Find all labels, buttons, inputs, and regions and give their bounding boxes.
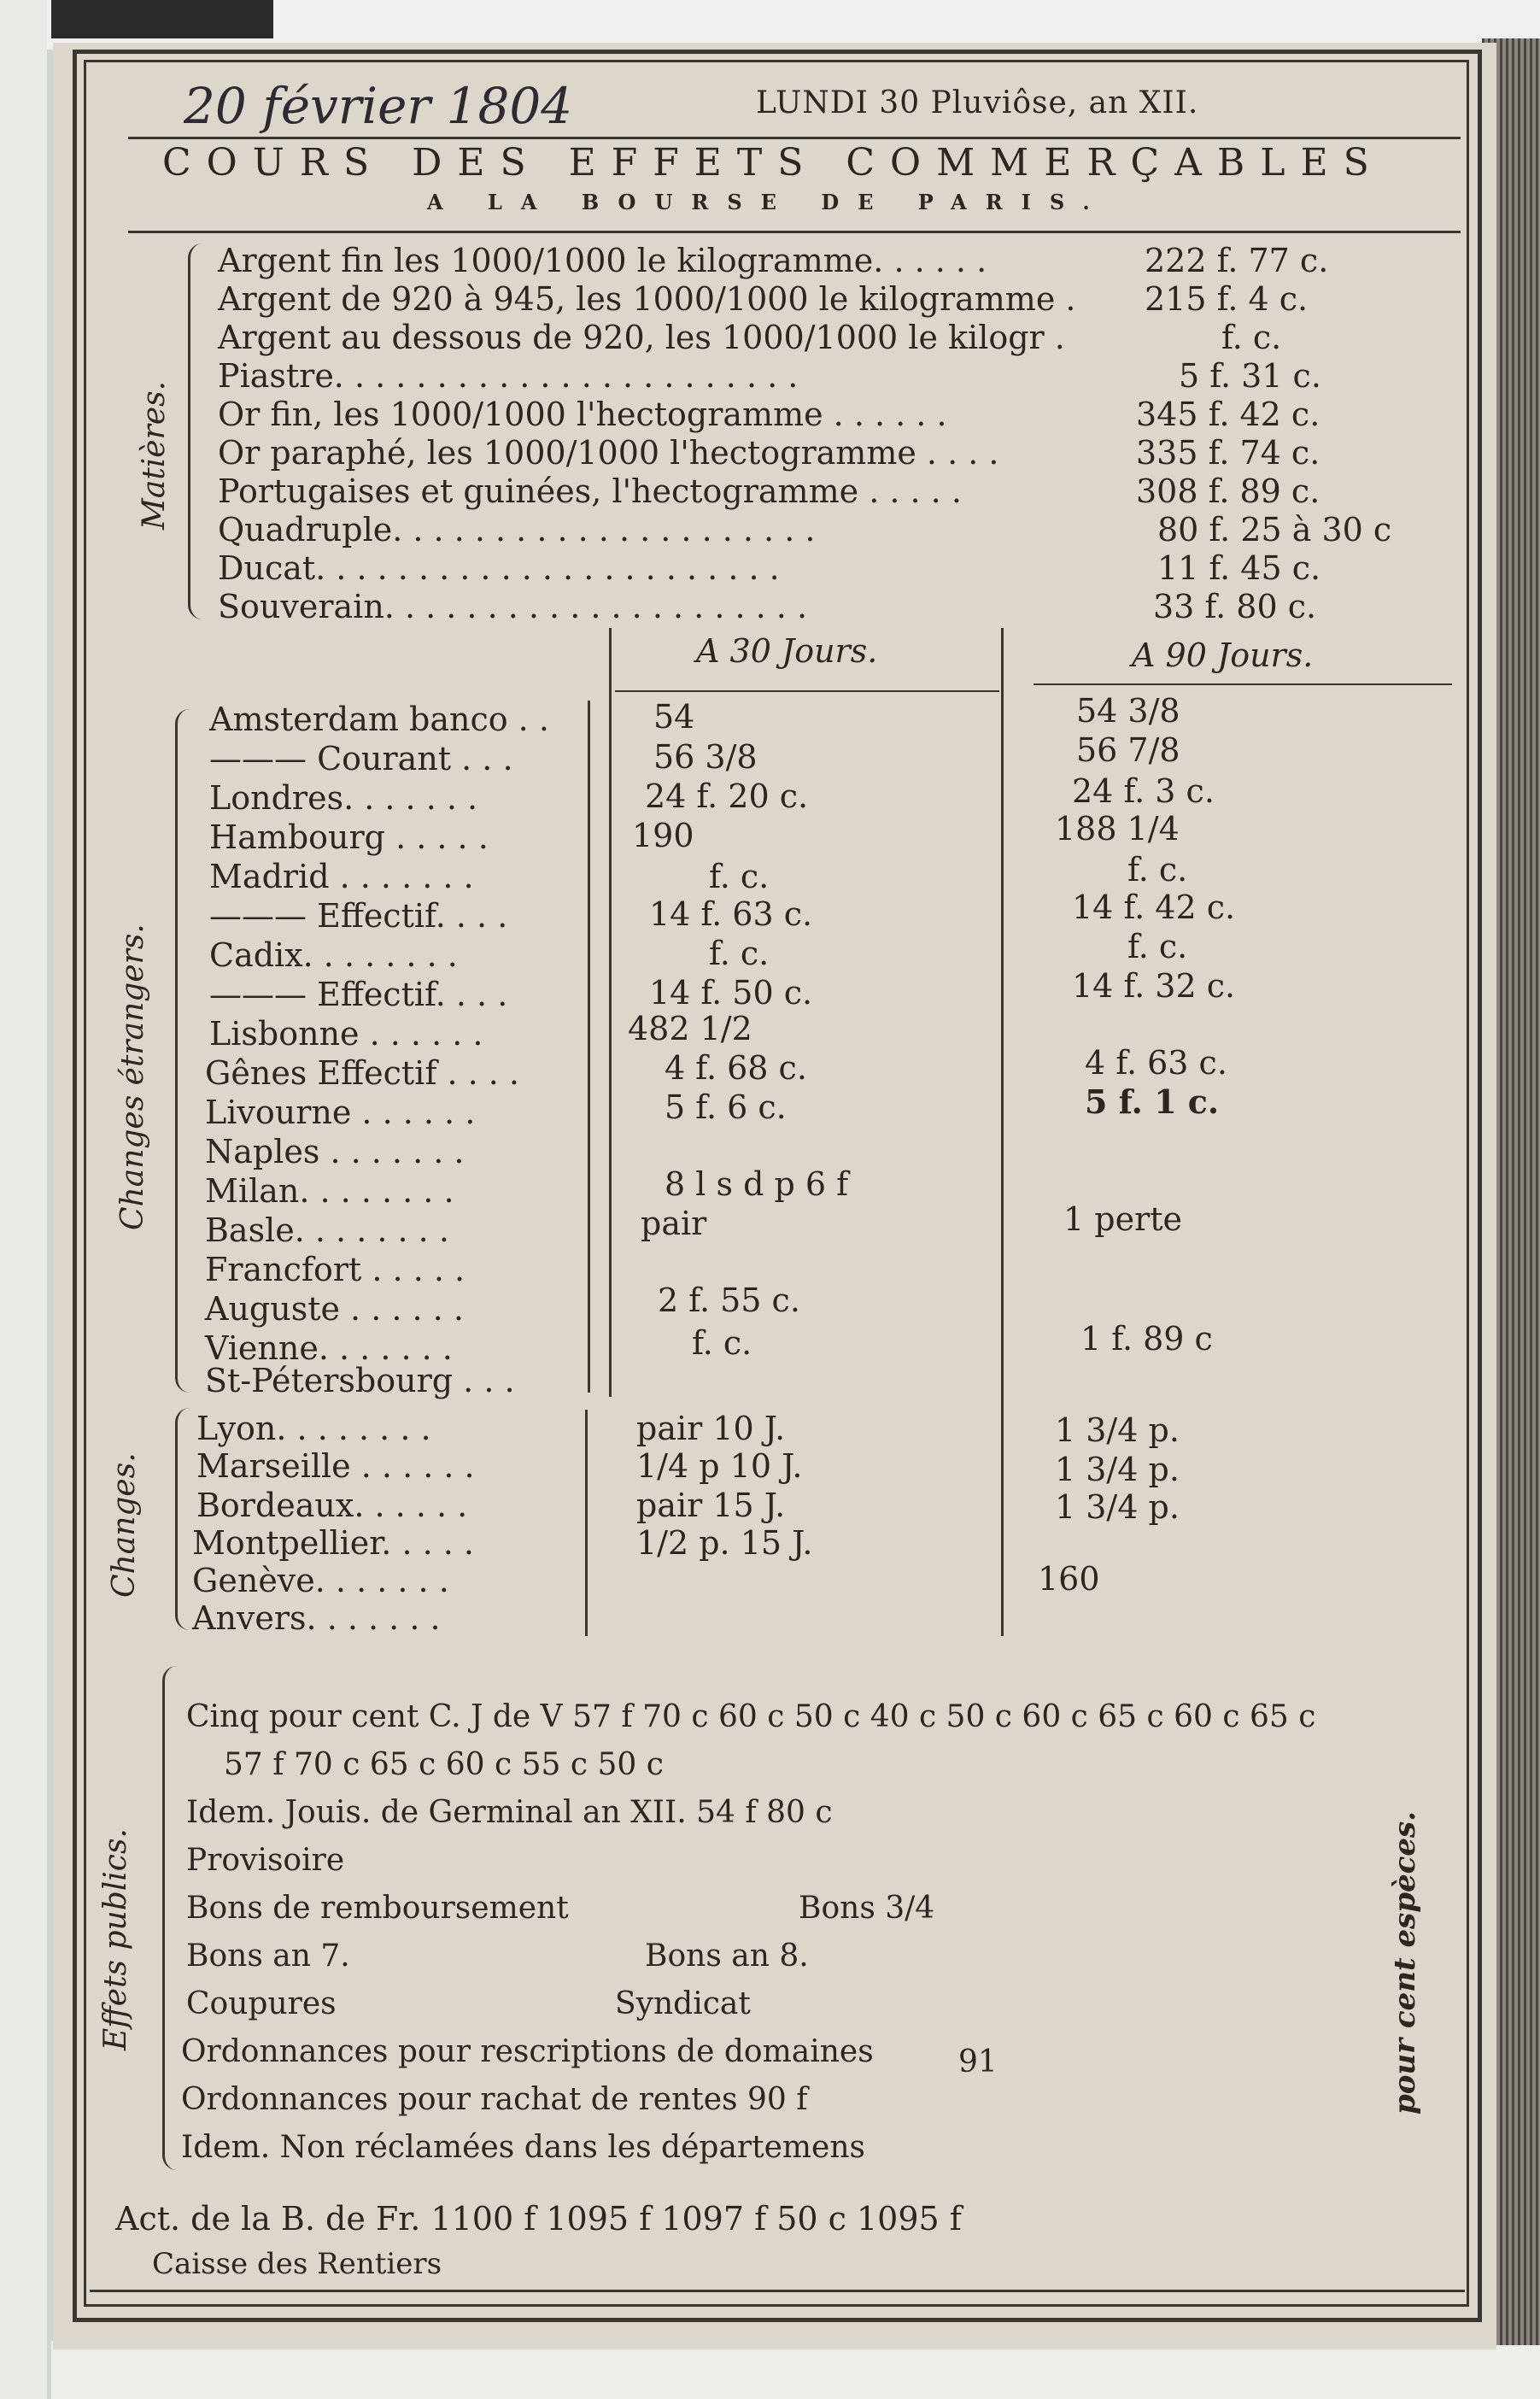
exchange-city: Auguste . . . . . .	[205, 1290, 464, 1328]
pour-cent-especes-label: pour cent espèces.	[1388, 1810, 1422, 2115]
changes-90-value: 1 3/4 p.	[1055, 1411, 1180, 1449]
ordonnances-rachat: Ordonnances pour rachat de rentes 90 f	[181, 2082, 808, 2117]
changes-city: Montpellier. . . . .	[192, 1524, 474, 1562]
exchange-city: Basle. . . . . . . .	[205, 1211, 449, 1249]
changes-city: Genève. . . . . . .	[192, 1562, 449, 1599]
matieres-row-value: 215 f. 4 c.	[1145, 280, 1309, 318]
matieres-row-name: Portugaises et guinées, l'hectogramme . . . . .	[218, 472, 962, 510]
col-header-30-days: A 30 Jours.	[696, 632, 878, 670]
col-header-rule-30	[615, 690, 999, 692]
exchange-30-value: 2 f. 55 c.	[658, 1282, 800, 1319]
day-line: LUNDI 30 Pluviôse, an XII.	[756, 85, 1199, 120]
exchange-30-value: f. c.	[709, 858, 770, 895]
exchange-city: Madrid . . . . . . .	[209, 858, 474, 895]
exchange-90-value: 1 perte	[1063, 1200, 1182, 1238]
matieres-row-value: 11 f. 45 c.	[1157, 549, 1321, 587]
changes-names-divider	[585, 1410, 588, 1636]
matieres-row-name: Quadruple. . . . . . . . . . . . . . . . . . . . .	[218, 511, 816, 548]
exchange-30-value: 5 f. 6 c.	[665, 1088, 787, 1126]
exchange-city: ——— Effectif. . . .	[209, 897, 508, 935]
col-header-90-days: A 90 Jours.	[1132, 636, 1314, 674]
ordonnances-rescriptions-value: 91	[958, 2044, 998, 2079]
exchange-90-value: 188 1/4	[1055, 810, 1180, 848]
idem-jouis-line: Idem. Jouis. de Germinal an XII. 54 f 80 c	[186, 1795, 833, 1830]
exchange-30-value: 24 f. 20 c.	[645, 777, 809, 815]
changes-city: Anvers. . . . . . .	[192, 1599, 441, 1637]
exchange-30-value: 14 f. 50 c.	[649, 974, 813, 1012]
changes-brace	[175, 1408, 190, 1630]
exchange-city: Cadix. . . . . . . .	[209, 936, 458, 974]
matieres-row-name: Piastre. . . . . . . . . . . . . . . . . . . . . . .	[218, 357, 799, 395]
exchange-90-value: 24 f. 3 c.	[1072, 772, 1215, 810]
header-rule-top	[128, 137, 1461, 139]
exchange-city: St-Pétersbourg . . .	[205, 1362, 515, 1399]
effets-publics-brace	[162, 1666, 177, 2170]
matieres-row-name: Ducat. . . . . . . . . . . . . . . . . . . . . . .	[218, 549, 780, 587]
syndicat: Syndicat	[615, 1986, 751, 2021]
handwritten-date: 20 février 1804	[184, 77, 573, 135]
changes-city: Bordeaux. . . . . .	[196, 1487, 468, 1524]
effets-publics-label: Effets publics.	[98, 1828, 133, 2050]
exchange-city: ——— Effectif. . . .	[209, 976, 508, 1013]
footer-rule	[90, 2290, 1465, 2292]
exchange-30-value: 14 f. 63 c.	[649, 895, 813, 933]
matieres-row-value: 33 f. 80 c.	[1153, 588, 1317, 625]
names-divider	[588, 701, 590, 1393]
matieres-row-value: 80 f. 25 à 30 c	[1157, 511, 1392, 548]
matieres-row-name: Or paraphé, les 1000/1000 l'hectogramme . . . .	[218, 434, 999, 472]
bons-3-4: Bons 3/4	[799, 1891, 935, 1926]
changes-30-value: 1/4 p 10 J.	[636, 1447, 803, 1485]
caisse-des-rentiers: Caisse des Rentiers	[152, 2247, 442, 2281]
changes-etrangers-brace	[175, 709, 190, 1393]
exchange-90-value: 5 f. 1 c.	[1085, 1082, 1220, 1121]
exchange-90-value: f. c.	[1127, 851, 1188, 889]
matieres-brace	[188, 243, 202, 619]
matieres-row-name: Argent au dessous de 920, les 1000/1000 le kilogr .	[218, 319, 1065, 356]
provisoire-line: Provisoire	[186, 1843, 345, 1878]
bons-an-7: Bons an 7.	[186, 1939, 350, 1974]
matieres-row-name: Or fin, les 1000/1000 l'hectogramme . . . . . .	[218, 396, 947, 433]
col-header-rule-90	[1033, 683, 1452, 685]
exchange-30-value: f. c.	[692, 1324, 752, 1362]
matieres-label: Matières.	[137, 380, 172, 530]
rentes-line-1: Cinq pour cent C. J de V 57 f 70 c 60 c 50 c 40 c 50 c 60 c 65 c 60 c 65 c	[186, 1699, 1316, 1734]
exchange-90-value: 14 f. 32 c.	[1072, 967, 1236, 1005]
exchange-city: Vienne. . . . . . .	[205, 1329, 453, 1367]
exchange-30-value: 4 f. 68 c.	[665, 1049, 807, 1087]
matieres-row-value: 345 f. 42 c.	[1136, 396, 1320, 433]
exchange-city: Francfort . . . . .	[205, 1251, 466, 1288]
exchange-90-value: f. c.	[1127, 928, 1188, 965]
actions-banque-de-france: Act. de la B. de Fr. 1100 f 1095 f 1097 f 50 c 1095 f	[115, 2200, 962, 2238]
matieres-row-value: 308 f. 89 c.	[1136, 472, 1320, 510]
exchange-30-value: 190	[632, 817, 694, 854]
exchange-city: Livourne . . . . . .	[205, 1094, 476, 1131]
rentes-line-2: 57 f 70 c 65 c 60 c 55 c 50 c	[224, 1747, 664, 1782]
exchange-city: ——— Courant . . .	[209, 740, 513, 777]
bons-remboursement: Bons de remboursement	[186, 1891, 569, 1926]
matieres-row-value: 5 f. 31 c.	[1179, 357, 1321, 395]
changes-90-value: 1 3/4 p.	[1055, 1488, 1180, 1526]
header-rule-bottom	[128, 231, 1461, 233]
page-title: COURS DES EFFETS COMMERÇABLES	[162, 141, 1385, 185]
matieres-row-value: 335 f. 74 c.	[1136, 434, 1320, 472]
exchange-30-value: pair	[641, 1205, 707, 1242]
matieres-row-name: Argent de 920 à 945, les 1000/1000 le kilogramme .	[218, 280, 1076, 318]
exchange-30-value: f. c.	[709, 935, 770, 972]
changes-city: Marseille . . . . . .	[196, 1447, 475, 1485]
idem-non-reclamees: Idem. Non réclamées dans les départemens	[181, 2130, 865, 2165]
exchange-city: Milan. . . . . . . .	[205, 1172, 454, 1210]
matieres-row-name: Argent fin les 1000/1000 le kilogramme. . . . . .	[218, 242, 987, 279]
column-divider-right	[1001, 628, 1004, 1636]
exchange-30-value: 56 3/8	[653, 738, 758, 776]
scan-background-left	[0, 0, 51, 2399]
coupures: Coupures	[186, 1986, 337, 2021]
changes-etrangers-label: Changes étrangers.	[115, 924, 150, 1230]
exchange-city: Naples . . . . . . .	[205, 1133, 465, 1170]
exchange-90-value: 4 f. 63 c.	[1085, 1044, 1227, 1082]
changes-90-value: 160	[1038, 1560, 1100, 1598]
matieres-row-value: 222 f. 77 c.	[1145, 242, 1329, 279]
exchange-city: Gênes Effectif . . . .	[205, 1054, 520, 1092]
changes-label: Changes.	[107, 1452, 142, 1598]
changes-90-value: 1 3/4 p.	[1055, 1451, 1180, 1488]
changes-30-value: pair 15 J.	[636, 1487, 786, 1524]
exchange-city: Londres. . . . . . .	[209, 779, 478, 817]
changes-30-value: 1/2 p. 15 J.	[636, 1524, 813, 1562]
column-divider-left	[609, 628, 612, 1397]
scan-background-bottom	[51, 2341, 1540, 2399]
exchange-city: Amsterdam banco . .	[209, 701, 549, 738]
matieres-row-value: f. c.	[1221, 319, 1282, 356]
changes-city: Lyon. . . . . . . .	[196, 1410, 431, 1447]
exchange-30-value: 8 l s d p 6 f	[665, 1165, 849, 1203]
exchange-city: Lisbonne . . . . . .	[209, 1015, 483, 1053]
exchange-90-value: 56 7/8	[1076, 731, 1180, 769]
matieres-row-name: Souverain. . . . . . . . . . . . . . . . . . . . .	[218, 588, 808, 625]
exchange-30-value: 482 1/2	[628, 1010, 752, 1047]
exchange-90-value: 14 f. 42 c.	[1072, 889, 1236, 926]
exchange-city: Hambourg . . . . .	[209, 818, 489, 856]
exchange-90-value: 54 3/8	[1076, 692, 1180, 730]
dark-corner	[51, 0, 273, 38]
ordonnances-rescriptions: Ordonnances pour rescriptions de domaines	[181, 2034, 874, 2069]
page-subtitle: A LA BOURSE DE PARIS.	[427, 190, 1109, 214]
exchange-90-value: 1 f. 89 c	[1080, 1320, 1213, 1358]
changes-30-value: pair 10 J.	[636, 1410, 786, 1447]
bons-an-8: Bons an 8.	[645, 1939, 809, 1974]
exchange-30-value: 54	[653, 698, 695, 736]
